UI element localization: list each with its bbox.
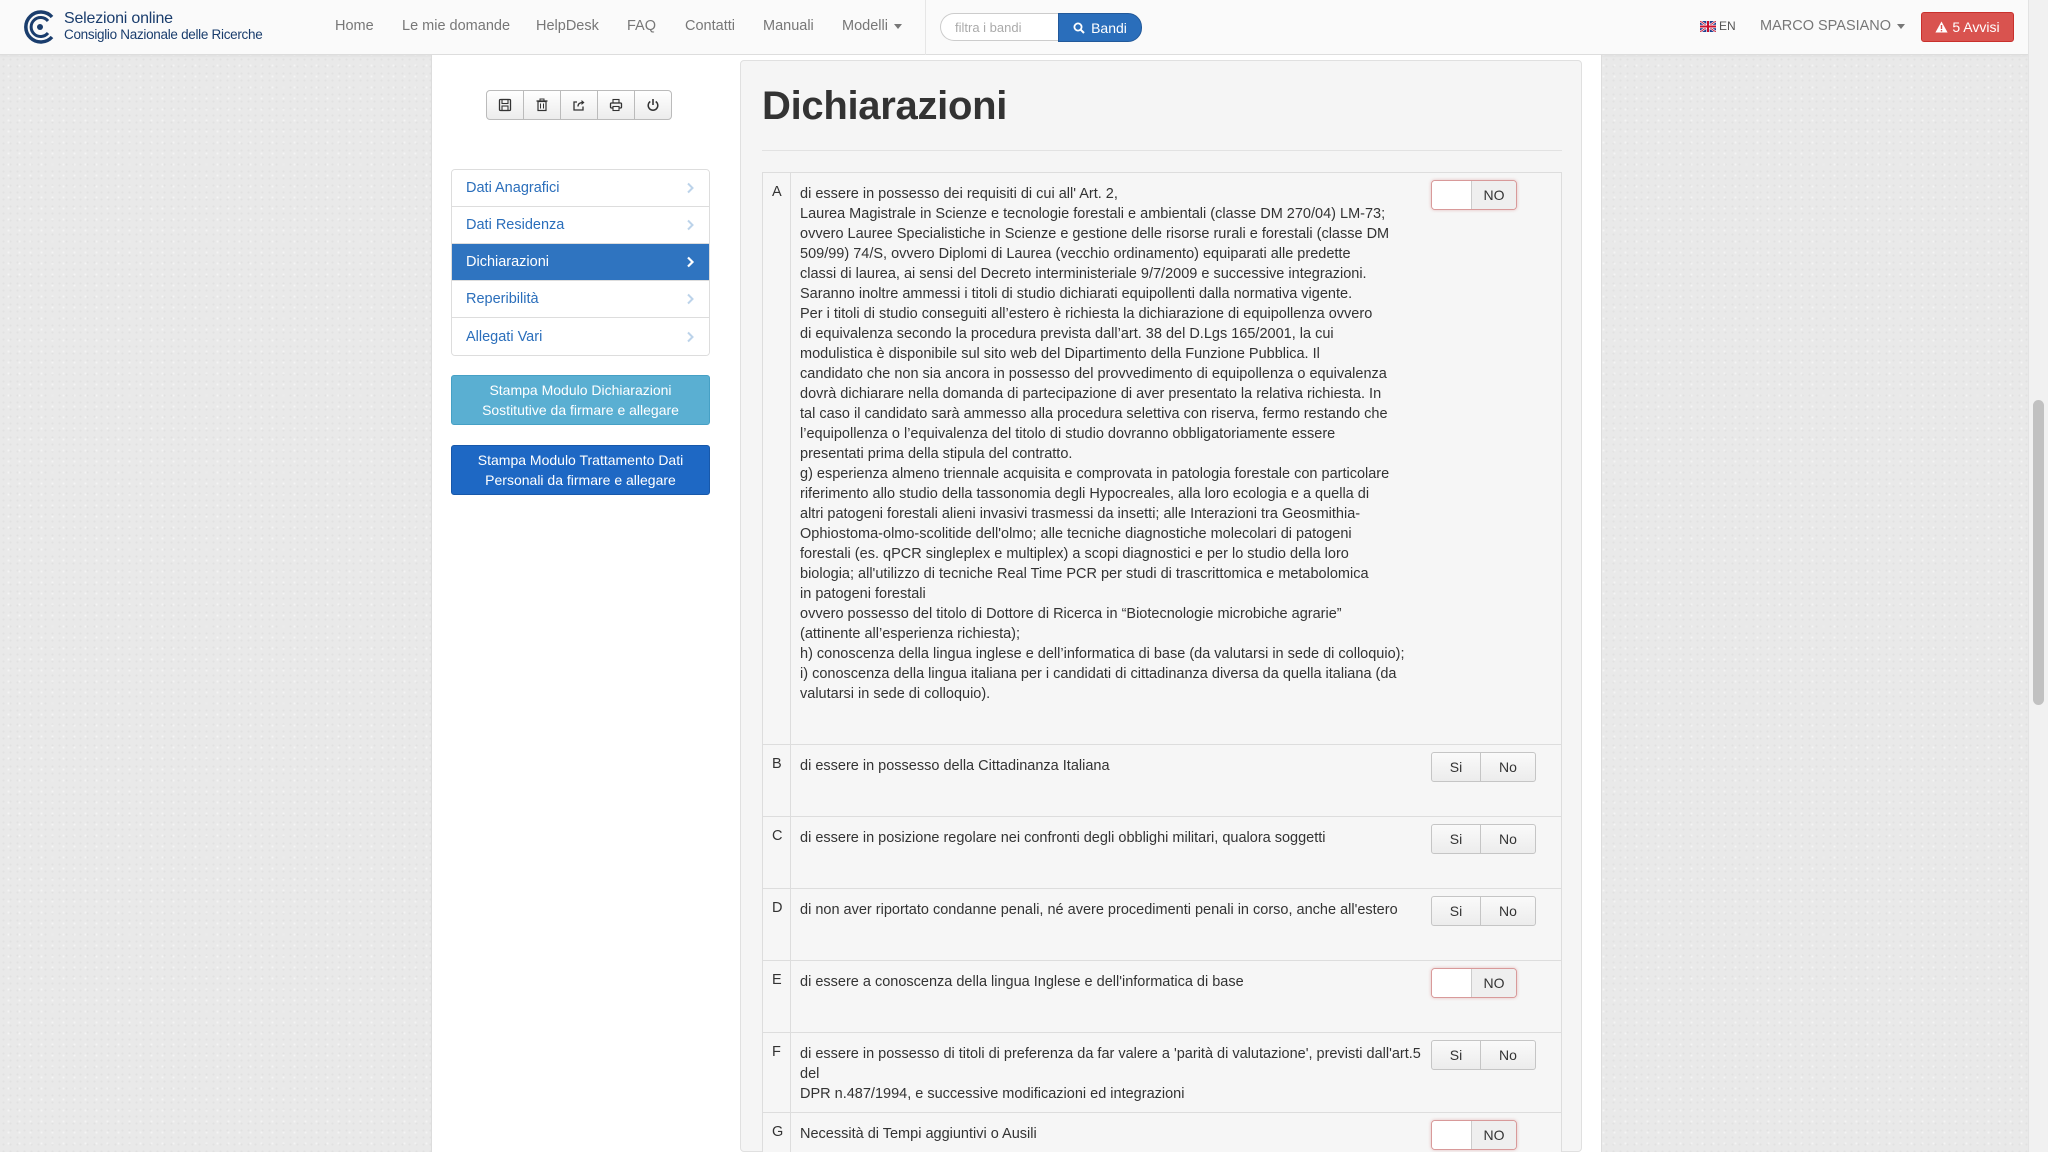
declaration-control-cell — [1431, 1033, 1561, 1112]
chevron-right-icon — [685, 293, 695, 305]
scrollbar-thumb[interactable] — [2033, 400, 2044, 705]
user-name: MARCO SPASIANO — [1760, 18, 1892, 34]
toggle-knob[interactable] — [1432, 1121, 1472, 1149]
sidebar-item-label: Dichiarazioni — [466, 254, 550, 270]
alerts-button[interactable] — [1921, 12, 2014, 42]
yes-no-button-group — [1431, 1040, 1537, 1070]
print-declarations-button[interactable]: Stampa Modulo Dichiarazioni Sostitutive da firmare e allegare — [451, 375, 710, 425]
yes-no-toggle[interactable] — [1431, 968, 1517, 998]
declaration-text-line: riferimento allo studio della tassonomia degli Hypocreales, alla loro ecologia e a quella di — [800, 486, 1370, 502]
declaration-text-line: valutarsi in sede di colloquio). — [800, 686, 991, 702]
declaration-text — [791, 745, 1431, 816]
declaration-text-line: altri patogeni forestali alieni invasivi trasmessi da insetti; alle Interazioni tra Geosmithia- — [800, 506, 1361, 522]
declaration-control-cell — [1431, 889, 1561, 960]
declaration-text-line: DPR n.487/1994, e successive modificazioni ed integrazioni — [800, 1086, 1185, 1102]
toggle-knob[interactable] — [1432, 181, 1472, 209]
declaration-letter: D — [763, 889, 791, 960]
page-scrollbar[interactable] — [2028, 0, 2048, 1152]
declaration-text-line: Laurea Magistrale in Scienze e tecnologie forestali e ambientali (classe DM 270/04) LM-73; — [800, 206, 1386, 222]
print-privacy-button[interactable]: Stampa Modulo Trattamento Dati Personali da firmare e allegare — [451, 445, 710, 495]
declaration-text — [791, 1033, 1431, 1112]
logout-button[interactable] — [634, 90, 672, 120]
declaration-text-line: l’equipollenza o l’equivalenza del titolo di studio dovranno obbligatoriamente essere — [800, 426, 1336, 442]
nav-modelli-label: Modelli — [842, 18, 888, 34]
search-icon — [1073, 22, 1085, 34]
si-button[interactable]: Si — [1431, 752, 1481, 782]
caret-down-icon — [1897, 24, 1905, 29]
declaration-row-b — [763, 745, 1561, 817]
declaration-text — [791, 1113, 1431, 1152]
declaration-text-line: h) conoscenza della lingua inglese e dell’informatica di base (da valutarsi in sede di colloquio); — [800, 646, 1405, 662]
declaration-control-cell — [1431, 817, 1561, 888]
chevron-right-icon — [685, 182, 695, 194]
sidebar-item-dichiarazioni[interactable] — [452, 244, 709, 281]
declaration-text — [791, 817, 1431, 888]
declaration-text-line: i) conoscenza della lingua italiana per i candidati di cittadinanza diversa da quella italiana (da — [800, 666, 1397, 682]
declaration-control-cell — [1431, 173, 1561, 744]
sidebar-item-reperibilita[interactable] — [452, 281, 709, 318]
search-bandi-button[interactable] — [1058, 13, 1142, 42]
yes-no-button-group — [1431, 752, 1537, 782]
declaration-text-line: di essere a conoscenza della lingua Inglese e dell'informatica di base — [800, 974, 1244, 990]
chevron-right-icon — [685, 256, 695, 268]
declaration-control-cell — [1431, 961, 1561, 1032]
toggle-knob[interactable] — [1432, 969, 1472, 997]
search-button-label: Bandi — [1091, 19, 1127, 36]
top-navbar — [0, 0, 2028, 55]
no-button[interactable]: No — [1480, 752, 1536, 782]
nav-faq[interactable]: FAQ — [627, 18, 657, 34]
yes-no-toggle[interactable] — [1431, 180, 1517, 210]
si-button[interactable]: Si — [1431, 896, 1481, 926]
declaration-text-line: (attinente all’esperienza richiesta); — [800, 626, 1021, 642]
si-button[interactable]: Si — [1431, 824, 1481, 854]
brand-subtitle: Consiglio Nazionale delle Ricerche — [64, 27, 263, 42]
nav-le-mie-domande[interactable]: Le mie domande — [402, 18, 511, 34]
section-nav-list — [451, 169, 710, 356]
brand-logo-link[interactable] — [22, 8, 262, 46]
sidebar-item-allegati-vari[interactable] — [452, 318, 709, 355]
declaration-text-line: di equivalenza secondo la procedura prevista dall’art. 38 del D.Lgs 165/2001, la cui — [800, 326, 1334, 342]
declaration-text-line: modulistica è disponibile sul sito web del Dipartimento della Funzione Pubblica. Il — [800, 346, 1320, 362]
nav-helpdesk[interactable]: HelpDesk — [536, 18, 599, 34]
declaration-text — [791, 173, 1431, 744]
sidebar-item-dati-residenza[interactable] — [452, 207, 709, 244]
declaration-text-line: Ophiostoma-olmo-scolitide dell'olmo; alle tecniche diagnostiche molecolari di patogeni — [800, 526, 1352, 542]
declaration-letter: F — [763, 1033, 791, 1112]
uk-flag-icon — [1700, 21, 1716, 32]
declaration-text-line: Per i titoli di studio conseguiti all’estero è richiesta la dichiarazione di equipollenza ovvero — [800, 306, 1373, 322]
nav-manuali[interactable]: Manuali — [763, 18, 814, 34]
declaration-text-line: di essere in possesso dei requisiti di cui all' Art. 2, — [800, 186, 1118, 202]
sidebar-item-label: Allegati Vari — [466, 328, 543, 345]
print-button[interactable] — [597, 90, 635, 120]
yes-no-toggle[interactable] — [1431, 1120, 1517, 1150]
declaration-text-line: in patogeni forestali — [800, 586, 926, 602]
warning-icon — [1935, 21, 1948, 33]
delete-button[interactable] — [523, 90, 561, 120]
trash-icon — [535, 98, 549, 112]
declaration-row-d — [763, 889, 1561, 961]
declaration-control-cell — [1431, 745, 1561, 816]
declaration-text-line: di essere in possesso della Cittadinanza Italiana — [800, 758, 1110, 774]
toggle-value: NO — [1472, 181, 1516, 209]
declaration-row-g — [763, 1113, 1561, 1152]
declaration-text-line: di essere in possesso di titoli di preferenza da far valere a 'parità di valutazione', previsti dall'art.5 del — [800, 1046, 1421, 1082]
declaration-text-line: 509/99) 74/S, ovvero Diplomi di Laurea (vecchio ordinamento) equiparati alle predette — [800, 246, 1351, 262]
declaration-letter: G — [763, 1113, 791, 1152]
no-button[interactable]: No — [1480, 896, 1536, 926]
declaration-text-line: biologia; all'utilizzo di tecniche Real Time PCR per studi di trascrittomica e metabolomica — [800, 566, 1369, 582]
sidebar-item-label: Dati Residenza — [466, 217, 565, 233]
language-switch[interactable] — [1700, 19, 1736, 33]
declaration-text-line: forestali (es. qPCR singleplex e multiplex) a scopi diagnostici e per lo studio della loro — [800, 546, 1349, 562]
declaration-letter: A — [763, 173, 791, 744]
declaration-letter: C — [763, 817, 791, 888]
sidebar-item-label: Reperibilità — [466, 291, 539, 307]
yes-no-button-group — [1431, 896, 1537, 926]
declaration-row-f — [763, 1033, 1561, 1113]
save-button[interactable] — [486, 90, 524, 120]
declaration-text-line: ovvero possesso del titolo di Dottore di Ricerca in “Biotecnologie microbiche agrarie” — [800, 606, 1342, 622]
declaration-text-line: Saranno inoltre ammessi i titoli di studio dichiarati equipollenti dalla normativa vigente. — [800, 286, 1353, 302]
declaration-text-line: candidato che non sia ancora in possesso del provvedimento di equipollenza o equivalenza — [800, 366, 1387, 382]
declaration-text-line: ovvero Lauree Specialistiche in Scienze e gestione delle risorse rurali e forestali (classe DM — [800, 226, 1390, 242]
nav-divider — [925, 0, 926, 55]
declaration-text-line: Necessità di Tempi aggiuntivi o Ausili — [800, 1126, 1037, 1142]
toggle-value: NO — [1472, 1121, 1516, 1149]
sidebar-item-label: Dati Anagrafici — [466, 180, 560, 196]
chevron-right-icon — [685, 219, 695, 231]
brand-title: Selezioni online — [64, 10, 173, 27]
declaration-letter: B — [763, 745, 791, 816]
no-button[interactable]: No — [1480, 824, 1536, 854]
language-label: EN — [1719, 19, 1736, 33]
nav-modelli-dropdown[interactable] — [842, 18, 902, 34]
page-title: Dichiarazioni — [762, 84, 1008, 128]
alerts-label: 5 Avvisi — [1952, 19, 2000, 35]
sidebar-item-dati-anagrafici[interactable] — [452, 170, 709, 207]
share-button[interactable] — [560, 90, 598, 120]
declaration-letter: E — [763, 961, 791, 1032]
declaration-row-e — [763, 961, 1561, 1033]
declaration-control-cell — [1431, 1113, 1561, 1152]
declaration-text-line: di non aver riportato condanne penali, né avere procedimenti penali in corso, anche all'estero — [800, 902, 1398, 918]
declaration-text-line: dovrà dichiarare nella domanda di partecipazione di aver presentato la relativa richiesta. In — [800, 386, 1382, 402]
declaration-text-line: tal caso il candidato sarà ammesso alla procedura selettiva con riserva, fermo restando che — [800, 406, 1388, 422]
declaration-text-line: classi di laurea, ai sensi del Decreto interministeriale 9/7/2009 e successive integrazioni. — [800, 266, 1367, 282]
caret-down-icon — [894, 24, 902, 29]
no-button[interactable]: No — [1480, 1040, 1536, 1070]
search-input[interactable] — [940, 13, 1062, 41]
user-menu-dropdown[interactable] — [1760, 18, 1905, 34]
declaration-text-line: di essere in posizione regolare nei confronti degli obblighi militari, qualora soggetti — [800, 830, 1326, 846]
nav-contatti[interactable]: Contatti — [685, 18, 735, 34]
nav-home[interactable]: Home — [335, 18, 374, 34]
save-icon — [498, 98, 512, 112]
power-icon — [646, 98, 660, 112]
declaration-row-c — [763, 817, 1561, 889]
declaration-row-a — [763, 173, 1561, 745]
print-icon — [609, 98, 623, 112]
form-toolbar — [486, 90, 672, 120]
declaration-text-line: g) esperienza almeno triennale acquisita e comprovata in patologia forestale con particolare — [800, 466, 1390, 482]
cnr-logo-icon — [22, 9, 58, 45]
chevron-right-icon — [685, 331, 695, 343]
declarations-table — [762, 172, 1562, 1152]
title-divider — [762, 150, 1562, 151]
declaration-text — [791, 961, 1431, 1032]
declaration-text — [791, 889, 1431, 960]
toggle-value: NO — [1472, 969, 1516, 997]
declaration-text-line: presentati prima della stipula del contratto. — [800, 446, 1073, 462]
share-icon — [572, 98, 586, 112]
yes-no-button-group — [1431, 824, 1537, 854]
si-button[interactable]: Si — [1431, 1040, 1481, 1070]
